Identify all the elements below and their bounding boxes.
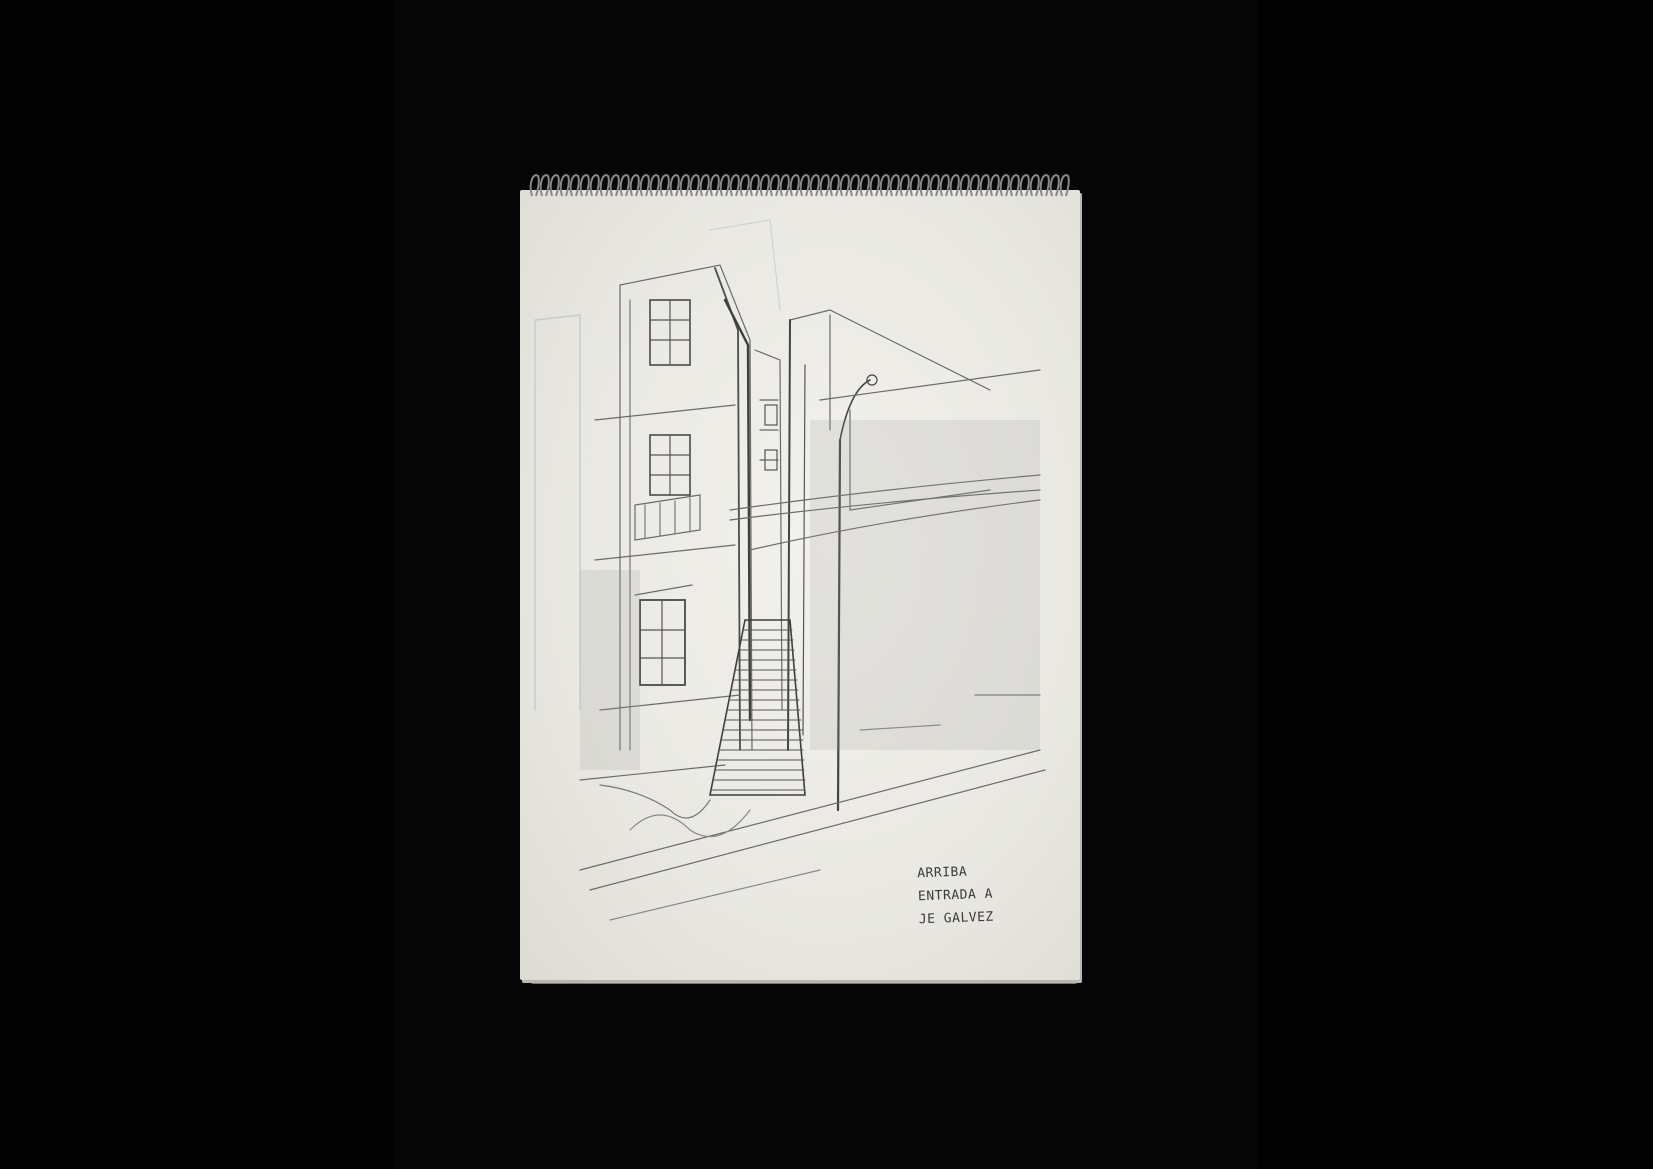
handwritten-caption — [917, 858, 1049, 931]
caption-line-1: ARRIBA — [916, 864, 968, 882]
left-black-panel — [0, 0, 395, 1169]
right-black-panel — [1258, 0, 1653, 1169]
sketchbook — [520, 170, 1085, 1000]
caption-line-2: ENTRADA A — [917, 886, 994, 905]
caption-line-3: JE GALVEZ — [918, 909, 995, 928]
